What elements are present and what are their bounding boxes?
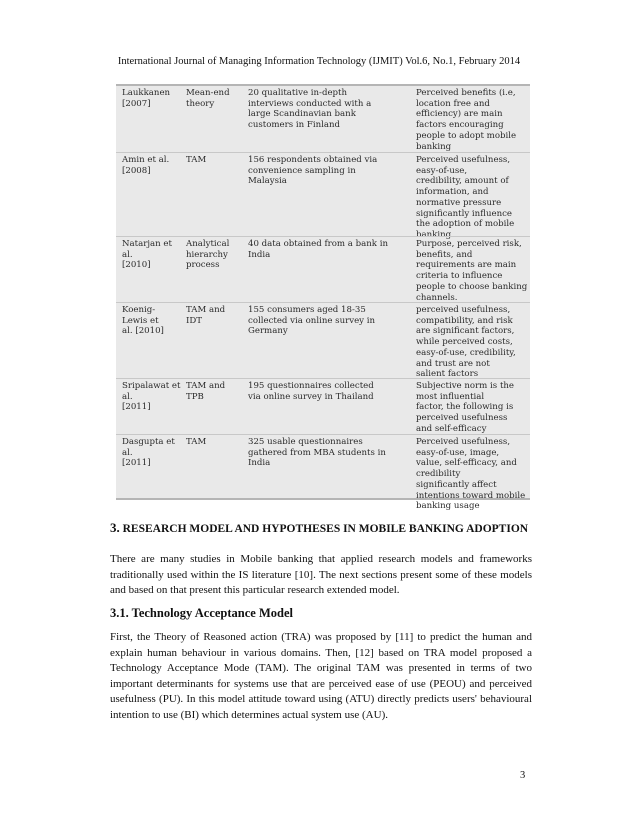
literature-table <box>116 84 530 512</box>
paragraph: First, the Theory of Reasoned action (TRA) was proposed by [11] to predict the human and explain human behaviour in various domains. Then, [12] based on TRA model proposed a Technology Acceptance Mode (TAM). The original TAM was presented in terms of two important determinants for systems use that are perceived ease of use (PEOU) and perceived usefulness (PU). In this model attitude toward using (ATU) directly predicts users' behavioural intention to use (BI) which determines actual system use (AU). <box>110 631 532 721</box>
table-cell-findings: perceived usefulness, compatibility, and risk are significant factors, while perceived costs, easy-of-use, credibility, and trust are not salient factors <box>416 305 516 380</box>
table-row <box>116 236 530 303</box>
page-number: 3 <box>520 770 526 781</box>
section-title: RESEARCH MODEL AND HYPOTHESES IN MOBILE BANKING ADOPTION <box>122 523 529 535</box>
table-cell-findings: Purpose, perceived risk, benefits, and requirements are main criteria to influence people to choose banking channels. <box>416 239 528 303</box>
table-cell-model: TAM <box>186 155 207 165</box>
running-header: International Journal of Managing Information Technology (IJMIT) Vol.6, No.1, February 2014 <box>117 56 521 67</box>
table-cell-author: Koenig- Lewis et al. [2010] <box>122 305 164 337</box>
table-cell-author: Natarjan et al. [2010] <box>122 239 172 271</box>
table-row <box>116 152 530 240</box>
table-row <box>116 86 530 152</box>
table-cell-author: Amin et al. [2008] <box>122 155 170 176</box>
section-number: 3. <box>110 520 120 535</box>
table-cell-model: TAM and IDT <box>186 305 226 326</box>
table-cell-sample: 40 data obtained from a bank in India <box>248 239 389 260</box>
table-cell-model: Analytical hierarchy process <box>186 239 230 271</box>
table-cell-author: Laukkanen [2007] <box>122 88 171 109</box>
subsection-heading: 3.1. Technology Acceptance Model <box>110 606 293 620</box>
section-heading <box>110 520 540 536</box>
table-cell-sample: 325 usable questionnaires gathered from MBA students in India <box>248 437 386 469</box>
table-row <box>116 378 530 435</box>
table-cell-model: TAM and TPB <box>186 381 226 402</box>
table-row <box>116 434 530 512</box>
table-cell-sample: 195 questionnaires collected via online survey in Thailand <box>248 381 374 402</box>
table-cell-findings: Perceived benefits (i.e, location free and efficiency) are main factors encouraging people to adopt mobile banking <box>416 88 517 152</box>
table-cell-sample: 156 respondents obtained via convenience sampling in Malaysia <box>248 155 378 187</box>
table-cell-sample: 155 consumers aged 18-35 collected via online survey in Germany <box>248 305 376 337</box>
paragraph: There are many studies in Mobile banking that applied research models and frameworks traditionally used within the IS literature [10]. The next sections present some of these models and based on that present this particular research extended model. <box>110 553 532 596</box>
table-cell-findings: Perceived usefulness, easy-of-use, image, value, self-efficacy, and credibility significantly affect intentions toward mobile banking usage <box>416 437 526 512</box>
table-cell-findings: Subjective norm is the most influential factor, the following is perceived usefulness and self-efficacy <box>416 381 515 434</box>
table-cell-model: TAM <box>186 437 207 447</box>
table-cell-model: Mean-end theory <box>186 88 230 109</box>
table-cell-author: Dasgupta et al. [2011] <box>122 437 175 469</box>
table-row <box>116 302 530 379</box>
table-cell-author: Sripalawat et al. [2011] <box>122 381 181 413</box>
table-cell-sample: 20 qualitative in-depth interviews conducted with a large Scandinavian bank customers in Finland <box>248 88 372 131</box>
table-cell-findings: Perceived usefulness, easy-of-use, credibility, amount of information, and normative pressure significantly influence the adoption of mobile banking <box>416 155 515 240</box>
